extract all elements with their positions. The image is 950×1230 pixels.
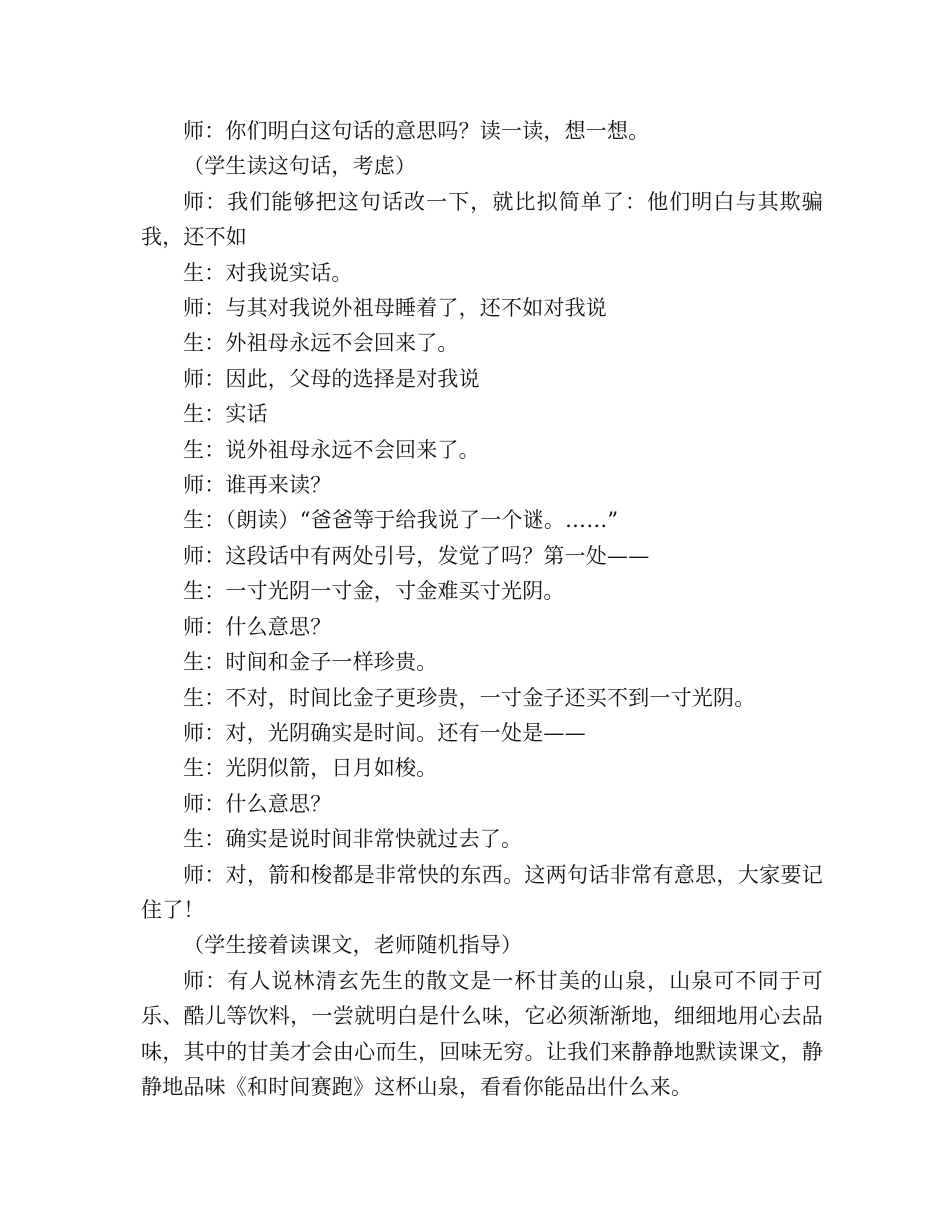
dialogue-paragraph: 生：（朗读）“爸爸等于给我说了一个谜。……” xyxy=(183,508,619,533)
dialogue-paragraph: 生：不对，时间比金子更珍贵，一寸金子还买不到一寸光阴。 xyxy=(183,685,756,710)
stage-direction-paragraph: （学生读这句话，考虑） xyxy=(183,154,417,179)
dialogue-paragraph: 师：因此，父母的选择是对我说 xyxy=(183,366,480,391)
stage-direction-paragraph: （学生接着读课文，老师随机指导） xyxy=(183,933,523,958)
dialogue-paragraph: 生：外祖母永远不会回来了。 xyxy=(183,331,459,356)
dialogue-paragraph: 生：实话 xyxy=(183,402,268,427)
dialogue-paragraph: 生：说外祖母永远不会回来了。 xyxy=(183,437,480,462)
dialogue-paragraph: 生：光阴似箭，日月如梭。 xyxy=(183,756,438,781)
dialogue-paragraph: 师：这段话中有两处引号，发觉了吗？第一处—— xyxy=(183,543,650,568)
dialogue-paragraph: 师：对，箭和梭都是非常快的东西。这两句话非常有意思，大家要记住了！ xyxy=(141,862,823,922)
dialogue-paragraph: 生：一寸光阴一寸金，寸金难买寸光阴。 xyxy=(183,579,565,604)
dialogue-paragraph: 师：什么意思？ xyxy=(183,791,332,816)
document-body xyxy=(141,114,823,1105)
dialogue-paragraph: 师：对，光阴确实是时间。还有一处是—— xyxy=(183,720,586,745)
dialogue-paragraph: 生：时间和金子一样珍贵。 xyxy=(183,650,438,675)
dialogue-paragraph: 师：你们明白这句话的意思吗？读一读，想一想。 xyxy=(183,119,650,143)
dialogue-paragraph: 师：什么意思？ xyxy=(183,614,332,639)
dialogue-paragraph: 师：我们能够把这句话改一下，就比拟简单了：他们明白与其欺骗我，还不如 xyxy=(141,189,823,250)
dialogue-paragraph: 生：对我说实话。 xyxy=(183,260,353,285)
dialogue-paragraph: 师：有人说林清玄先生的散文是一杯甘美的山泉，山泉可不同于可乐、酷儿等饮料，一尝就明白是什么味，它必须渐渐地，细细地用心去品味，其中的甘美才会由心而生，回味无穷。让我们来静静地默读课文，静静地品味《和时间赛跑》这杯山泉，看看你能品出什么来。 xyxy=(141,968,823,1099)
dialogue-paragraph: 师：与其对我说外祖母睡着了，还不如对我说 xyxy=(183,296,607,321)
dialogue-paragraph: 生：确实是说时间非常快就过去了。 xyxy=(183,827,523,852)
dialogue-paragraph: 师：谁再来读？ xyxy=(183,473,332,498)
